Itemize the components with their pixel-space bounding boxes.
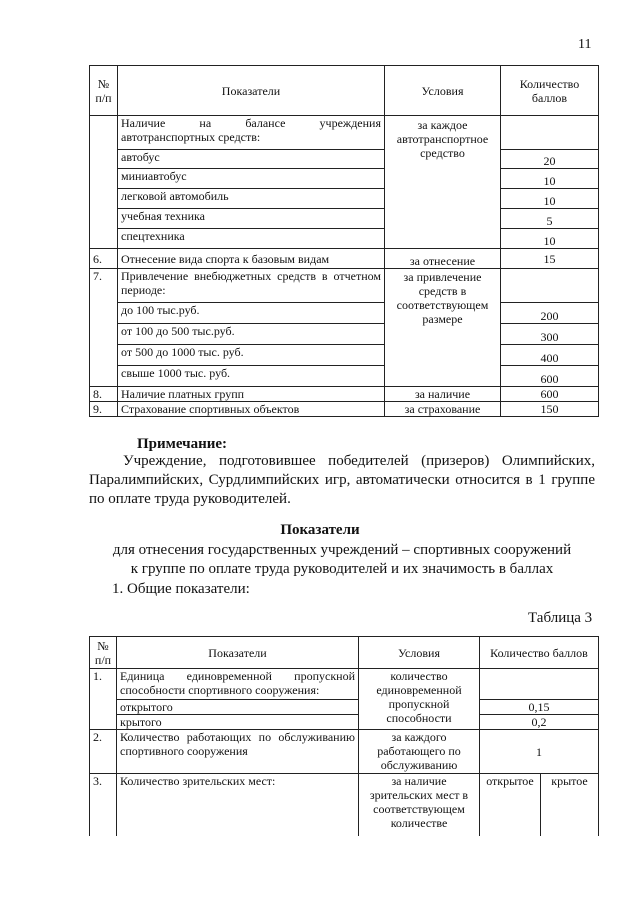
list-item: от 500 до 1000 тыс. руб. bbox=[118, 344, 384, 365]
condition-cell: за отнесение bbox=[385, 249, 501, 269]
condition-cell: за страхование bbox=[385, 402, 501, 417]
condition-cell: за каждое автотранспортное средство bbox=[385, 116, 501, 249]
row-label: Страхование спортивных объектов bbox=[118, 402, 385, 417]
row-num: 9. bbox=[90, 402, 118, 417]
points-value: 400 bbox=[501, 344, 598, 365]
points-open: открытое bbox=[480, 774, 541, 836]
row-title: Наличие на балансе учреждения автотранспортных средств: bbox=[121, 116, 381, 144]
points-value: 150 bbox=[501, 402, 599, 417]
points-value: 20 bbox=[501, 149, 598, 168]
row-label: Количество зрительских мест: bbox=[117, 774, 359, 836]
header-indicator: Показатели bbox=[118, 66, 385, 116]
points-value: 15 bbox=[501, 249, 599, 269]
table-row bbox=[90, 387, 599, 402]
list-item: до 100 тыс.руб. bbox=[118, 302, 384, 323]
points-value: 10 bbox=[501, 188, 598, 208]
points-value: 10 bbox=[501, 228, 598, 248]
points-value: 600 bbox=[501, 365, 598, 386]
points-value: 0,2 bbox=[480, 714, 598, 729]
header-indicator: Показатели bbox=[117, 637, 359, 669]
table-row bbox=[90, 402, 599, 417]
header-num: № п/п bbox=[90, 637, 117, 669]
row-label: Отнесение вида спорта к базовым видам bbox=[118, 249, 385, 269]
list-item: спецтехника bbox=[118, 228, 384, 248]
condition-cell: за каждого работающего по обслуживанию bbox=[359, 730, 480, 774]
header-points: Количество баллов bbox=[480, 637, 599, 669]
table-row bbox=[90, 116, 599, 249]
header-num: № п/п bbox=[90, 66, 118, 116]
row-num: 3. bbox=[90, 774, 117, 836]
condition-cell: за наличие зрительских мест в соответствующем количестве bbox=[359, 774, 480, 836]
list-item: от 100 до 500 тыс.руб. bbox=[118, 323, 384, 344]
table-row bbox=[90, 730, 599, 774]
section-subtitle bbox=[89, 541, 595, 579]
row-num: 7. bbox=[90, 269, 118, 387]
table-row bbox=[90, 669, 599, 730]
section-subtitle-line: для отнесения государственных учреждений – спортивных сооружений bbox=[112, 542, 572, 558]
header-conditions: Условия bbox=[385, 66, 501, 116]
row-num: 2. bbox=[90, 730, 117, 774]
points-value: 600 bbox=[501, 387, 599, 402]
row-num: 6. bbox=[90, 249, 118, 269]
list-item: крытого bbox=[117, 714, 358, 729]
header-conditions: Условия bbox=[359, 637, 480, 669]
list-item: миниавтобус bbox=[118, 168, 384, 188]
row-num: 1. bbox=[90, 669, 117, 730]
condition-cell: за наличие bbox=[385, 387, 501, 402]
list-item: открытого bbox=[117, 699, 358, 714]
list-item: учебная техника bbox=[118, 208, 384, 228]
list-item: легковой автомобиль bbox=[118, 188, 384, 208]
row-title: Привлечение внебюджетных средств в отчетном периоде: bbox=[121, 269, 381, 297]
table-3 bbox=[89, 636, 599, 836]
section-subtitle-line: к группе по оплате труда руководителей и их значимость в баллах bbox=[130, 561, 554, 577]
list-item: свыше 1000 тыс. руб. bbox=[118, 365, 384, 386]
points-value: 1 bbox=[480, 730, 599, 774]
points-value: 5 bbox=[501, 208, 598, 228]
row-label: Наличие платных групп bbox=[118, 387, 385, 402]
page-number: 11 bbox=[578, 37, 592, 52]
list-item: автобус bbox=[118, 149, 384, 168]
table-row bbox=[90, 249, 599, 269]
note-title: Примечание: bbox=[137, 436, 228, 452]
row-num: 8. bbox=[90, 387, 118, 402]
general-indicators-heading: 1. Общие показатели: bbox=[112, 581, 250, 597]
table-1 bbox=[89, 65, 599, 417]
points-closed: крытое bbox=[541, 774, 599, 836]
row-label: Количество работающих по обслуживанию спортивного сооружения bbox=[120, 730, 355, 758]
section-title: Показатели bbox=[280, 522, 360, 538]
table-row bbox=[90, 269, 599, 387]
points-value: 0,15 bbox=[480, 699, 598, 714]
table-row bbox=[90, 774, 599, 836]
points-value: 300 bbox=[501, 323, 598, 344]
row-title: Единица единовременной пропускной способности спортивного сооружения: bbox=[120, 669, 355, 697]
note-body: Учреждение, подготовившее победителей (призеров) Олимпийских, Паралимпийских, Сурдлимпийских игр, автоматически относится в 1 группе по оплате труда руководителей. bbox=[89, 453, 595, 507]
table-3-label: Таблица 3 bbox=[528, 610, 593, 626]
points-value: 200 bbox=[501, 302, 598, 323]
condition-cell: количество единовременной пропускной способности bbox=[359, 669, 480, 730]
points-value: 10 bbox=[501, 168, 598, 188]
condition-cell: за привлечение средств в соответствующем размере bbox=[385, 269, 501, 387]
header-points: Количество баллов bbox=[501, 66, 599, 116]
